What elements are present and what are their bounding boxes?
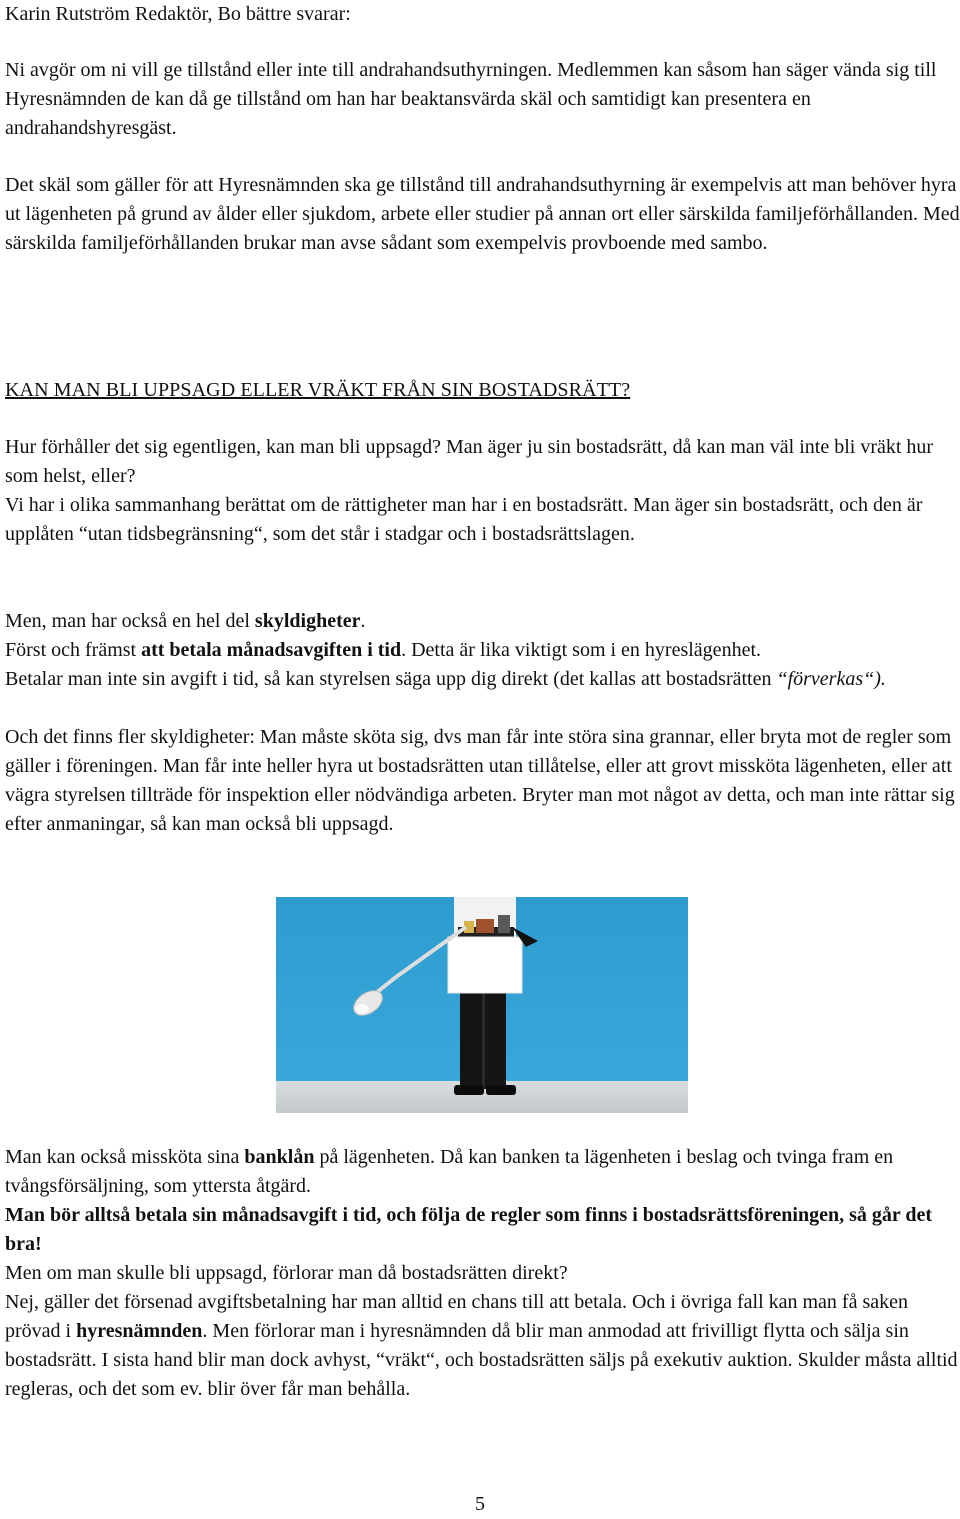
final-answer-paragraph bbox=[5, 1288, 960, 1404]
answer-paragraph-2: Det skäl som gäller för att Hyresnämnden ska ge tillstånd till andrahandsuthyrning är exempelvis att man behöver hyra ut lägenheten på grund av ålder eller sjukdom, arbete eller studier på annan ort eller särskilda familjeförhållanden. Med särskilda familjeförhållanden brukar man avse sådant som exempelvis provboende med sambo. bbox=[5, 174, 960, 254]
forfeit-paragraph bbox=[5, 665, 960, 694]
page-number: 5 bbox=[475, 1493, 485, 1515]
forfeit-italic: “förverkas“). bbox=[776, 668, 886, 690]
final-answer-bold: hyresnämnden bbox=[76, 1320, 203, 1342]
forfeit-text: Betalar man inte sin avgift i tid, så kan styrelsen säga upp dig direkt (det kallas att bostadsrätten bbox=[5, 668, 777, 690]
pay-fee-line bbox=[5, 636, 960, 665]
pay-fee-text: Först och främst bbox=[5, 639, 142, 661]
bank-loan-paragraph bbox=[5, 1143, 960, 1201]
duties-text: Men, man har också en hel del bbox=[5, 610, 255, 632]
final-answer-end: . Men förlorar man i hyresnämnden då blir man anmodad att frivilligt flytta och sälja sin bostadsrätt. I sista hand blir man dock avhyst, “vräkt“, och bostadsrätten säljs på exekutiv auktion. Skulder måsta alltid regleras, och det som ev. blir över får man behålla. bbox=[5, 1320, 958, 1400]
duties-line bbox=[5, 607, 960, 636]
bank-loan-text: Man kan också missköta sina bbox=[5, 1146, 245, 1168]
section-heading: KAN MAN BLI UPPSAGD ELLER VRÄKT FRÅN SIN BOSTADSRÄTT? bbox=[5, 379, 631, 401]
obligations-paragraph: Och det finns fler skyldigheter: Man måste sköta sig, dvs man får inte störa sina grannar, eller bryta mot de regler som gäller i föreningen. Man får inte heller hyra ut bostadsrätten utan tillåtelse, eller att grovt missköta lägenheten, eller att vägra styrelsen tillträde för inspektion eller nödvändiga arbeten. Bryter man mot något av detta, och man inte rättar sig efter anmaningar, så kan man också bli uppsagd. bbox=[5, 726, 955, 835]
pay-fee-end: . Detta är lika viktigt som i en hyreslägenhet. bbox=[401, 639, 761, 661]
advice-paragraph: Man bör alltså betala sin månadsavgift i tid, och följa de regler som finns i bostadsrättsföreningen, så går det bra! bbox=[5, 1204, 933, 1255]
question-paragraph: Hur förhåller det sig egentligen, kan man bli uppsagd? Man äger ju sin bostadsrätt, då kan man väl inte bli vräkt hur som helst, eller? bbox=[5, 436, 934, 487]
duties-bold: skyldigheter bbox=[254, 610, 361, 632]
bank-loan-end: på lägenheten. Då kan banken ta lägenheten i beslag och tvinga fram en tvångsförsäljning, som yttersta åtgärd. bbox=[5, 1146, 894, 1197]
pay-fee-bold: att betala månadsavgiften i tid bbox=[141, 639, 402, 661]
photo-illustration bbox=[276, 897, 688, 1113]
rights-paragraph: Vi har i olika sammanhang berättat om de rättigheter man har i en bostadsrätt. Man äger sin bostadsrätt, och den är upplåten “utan tidsbegränsning“, som det står i stadgar och i bostadsrättslagen. bbox=[5, 494, 923, 545]
answer-paragraph-1: Ni avgör om ni vill ge tillstånd eller inte till andrahandsuthyrningen. Medlemmen kan såsom han säger vända sig till Hyresnämnden de kan då ge tillstånd om han har beaktansvärda skäl och samtidigt kan presentera en andrahandshyresgäst. bbox=[5, 59, 937, 139]
bank-loan-bold: banklån bbox=[244, 1146, 315, 1168]
person-holding-box-photo bbox=[276, 897, 688, 1113]
duties-end: . bbox=[360, 610, 366, 632]
author-line: Karin Rutström Redaktör, Bo bättre svarar: bbox=[5, 3, 351, 25]
final-answer-text: Nej, gäller det försenad avgiftsbetalning har man alltid en chans till att betala. Och i övriga fall kan man få saken prövad i bbox=[5, 1291, 909, 1342]
followup-question: Men om man skulle bli uppsagd, förlorar man då bostadsrätten direkt? bbox=[5, 1262, 568, 1284]
